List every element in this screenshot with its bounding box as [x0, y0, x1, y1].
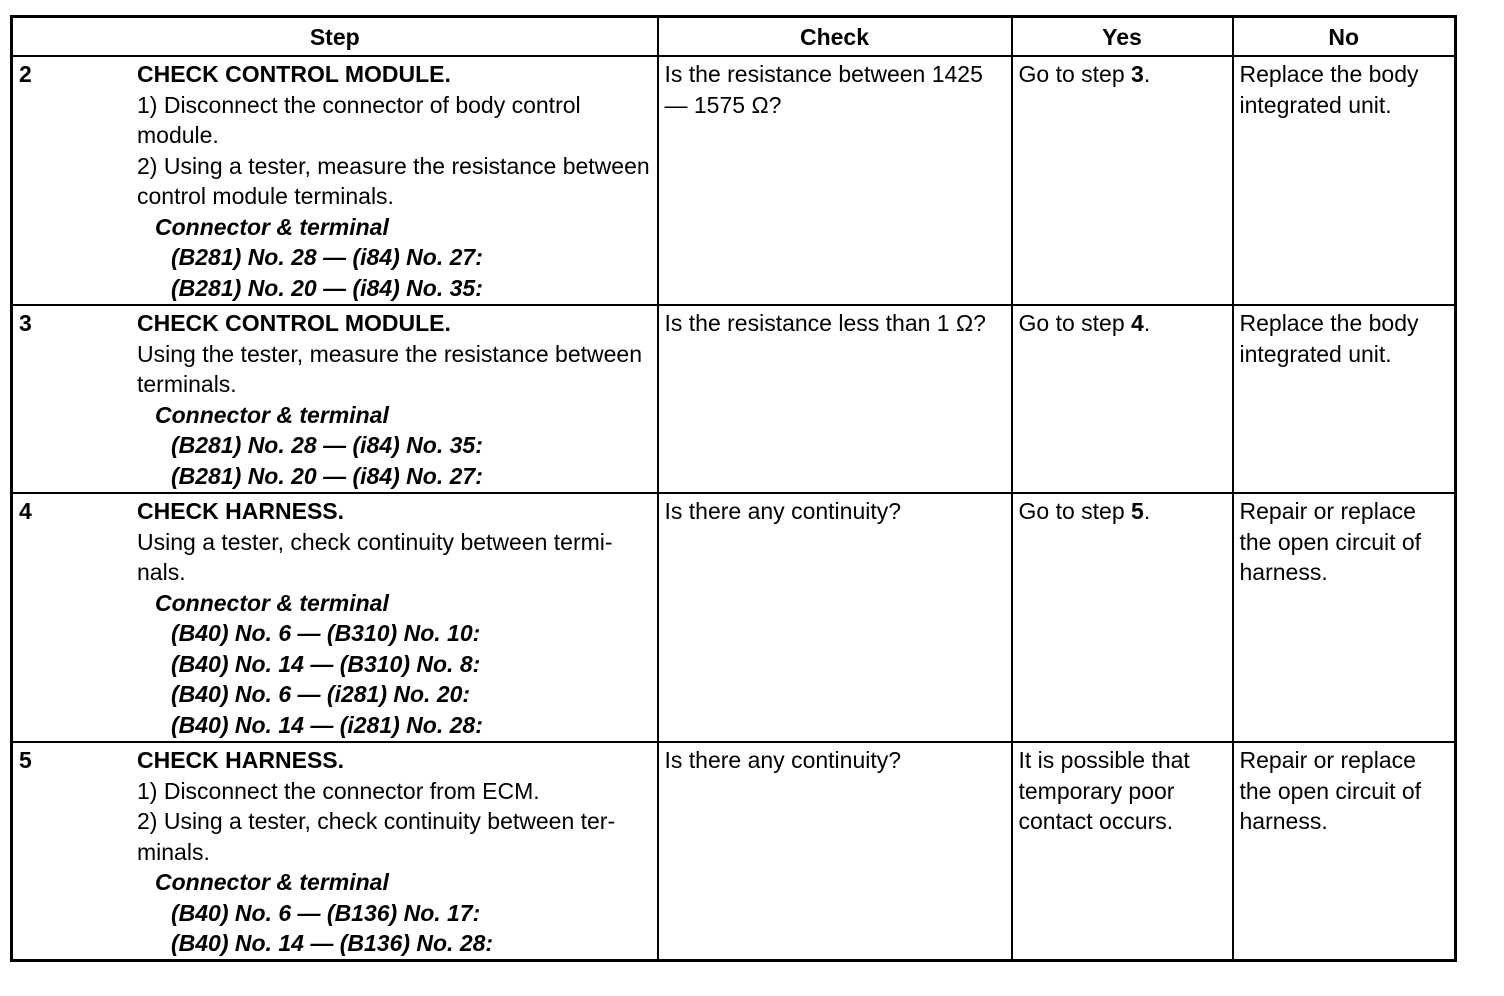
yes-suffix: .	[1143, 61, 1151, 87]
yes-text: Go to step	[1018, 310, 1132, 336]
no-cell: Replace the body integrated unit.	[1233, 305, 1456, 493]
step-cell	[12, 493, 658, 742]
yes-cell: It is possible that temporary poor contact occurs.	[1012, 742, 1233, 960]
yes-suffix: .	[1143, 498, 1151, 524]
step-title: CHECK CONTROL MODULE.	[137, 61, 451, 87]
step-title: CHECK HARNESS.	[137, 747, 345, 773]
header-yes: Yes	[1012, 17, 1233, 57]
connector-heading: Connector & terminal	[155, 869, 389, 895]
step-instruction: 1) Disconnect the connector from ECM.	[137, 777, 540, 804]
yes-step-number: 3	[1131, 61, 1144, 87]
step-cell	[12, 742, 658, 960]
step-instruction: Using a tester, check continuity between termi-nals.	[137, 528, 613, 585]
no-cell: Repair or replace the open circuit of harness.	[1233, 742, 1456, 960]
yes-cell	[1012, 56, 1233, 305]
connector-heading: Connector & terminal	[155, 401, 389, 428]
step-number: 3	[19, 310, 32, 336]
step-title: CHECK HARNESS.	[137, 498, 345, 524]
connector-terminal: (B40) No. 14 — (i281) No. 28:	[171, 711, 483, 738]
connector-terminal: (B281) No. 20 — (i84) No. 27:	[171, 462, 483, 489]
connector-terminal: (B40) No. 6 — (B136) No. 17:	[171, 899, 481, 926]
table-row	[12, 493, 1456, 742]
step-instruction: 1) Disconnect the connector of body control module.	[137, 91, 581, 148]
step-instruction: Using the tester, measure the resistance between terminals.	[137, 340, 643, 397]
connector-heading: Connector & terminal	[155, 213, 389, 240]
check-cell: Is the resistance between 1425 — 1575 Ω?	[658, 56, 1012, 305]
table-row	[12, 742, 1456, 960]
step-cell	[12, 56, 658, 305]
check-cell: Is there any continuity?	[658, 742, 1012, 960]
connector-terminal: (B281) No. 28 — (i84) No. 35:	[171, 432, 483, 458]
yes-step-number: 4	[1131, 310, 1144, 336]
step-instruction: 2) Using a tester, check continuity between ter-minals.	[137, 808, 616, 865]
step-cell	[12, 305, 658, 493]
step-title: CHECK CONTROL MODULE.	[137, 310, 451, 336]
connector-heading: Connector & terminal	[155, 589, 389, 616]
header-step: Step	[12, 17, 658, 57]
diagnostic-table	[10, 15, 1457, 962]
header-check: Check	[658, 17, 1012, 57]
header-no: No	[1233, 17, 1456, 57]
step-number: 2	[19, 61, 32, 87]
connector-terminal: (B40) No. 6 — (B310) No. 10:	[171, 620, 481, 646]
no-cell: Repair or replace the open circuit of harness.	[1233, 493, 1456, 742]
no-cell: Replace the body integrated unit.	[1233, 56, 1456, 305]
connector-terminal: (B281) No. 28 — (i84) No. 27:	[171, 244, 483, 270]
step-number: 5	[19, 747, 32, 773]
table-row	[12, 56, 1456, 305]
yes-cell	[1012, 493, 1233, 742]
yes-suffix: .	[1143, 310, 1151, 336]
connector-terminal: (B281) No. 20 — (i84) No. 35:	[171, 274, 483, 301]
yes-step-number: 5	[1131, 498, 1144, 524]
connector-terminal: (B40) No. 14 — (B136) No. 28:	[171, 930, 494, 956]
yes-text: Go to step	[1018, 498, 1132, 524]
check-cell: Is the resistance less than 1 Ω?	[658, 305, 1012, 493]
yes-text: Go to step	[1018, 61, 1132, 87]
step-instruction: 2) Using a tester, measure the resistance between control module terminals.	[137, 152, 650, 209]
check-cell: Is there any continuity?	[658, 493, 1012, 742]
connector-terminal: (B40) No. 14 — (B310) No. 8:	[171, 650, 481, 677]
step-number: 4	[19, 498, 32, 524]
header-row	[12, 17, 1456, 57]
connector-terminal: (B40) No. 6 — (i281) No. 20:	[171, 681, 471, 707]
table-row	[12, 305, 1456, 493]
yes-cell	[1012, 305, 1233, 493]
